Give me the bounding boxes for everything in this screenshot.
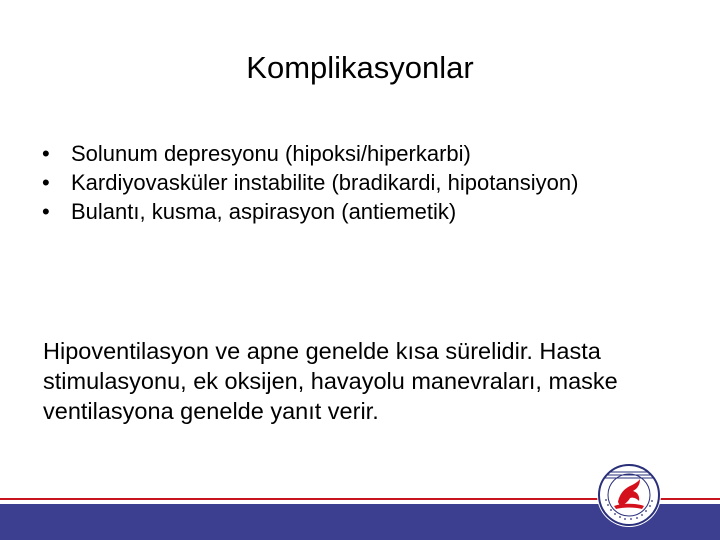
body-paragraph: Hipoventilasyon ve apne genelde kısa sürelidir. Hasta stimulasyonu, ek oksijen, havayolu manevraları, maske ventilasyona genelde yanıt verir. xyxy=(43,338,618,424)
bullet-item xyxy=(42,168,662,197)
bullet-item xyxy=(42,139,662,168)
bullet-list xyxy=(42,139,662,226)
bullet-marker: • xyxy=(42,141,50,166)
university-seal-icon xyxy=(596,462,662,528)
slide-title: Komplikasyonlar xyxy=(246,50,474,85)
bullet-marker: • xyxy=(42,199,50,224)
bullet-item xyxy=(42,197,662,226)
bullet-text: Solunum depresyonu (hipoksi/hiperkarbi) xyxy=(71,141,471,166)
bullet-marker: • xyxy=(42,170,50,195)
bullet-text: Bulantı, kusma, aspirasyon (antiemetik) xyxy=(71,199,457,224)
bullet-text: Kardiyovasküler instabilite (bradikardi, hipotansiyon) xyxy=(71,170,579,195)
